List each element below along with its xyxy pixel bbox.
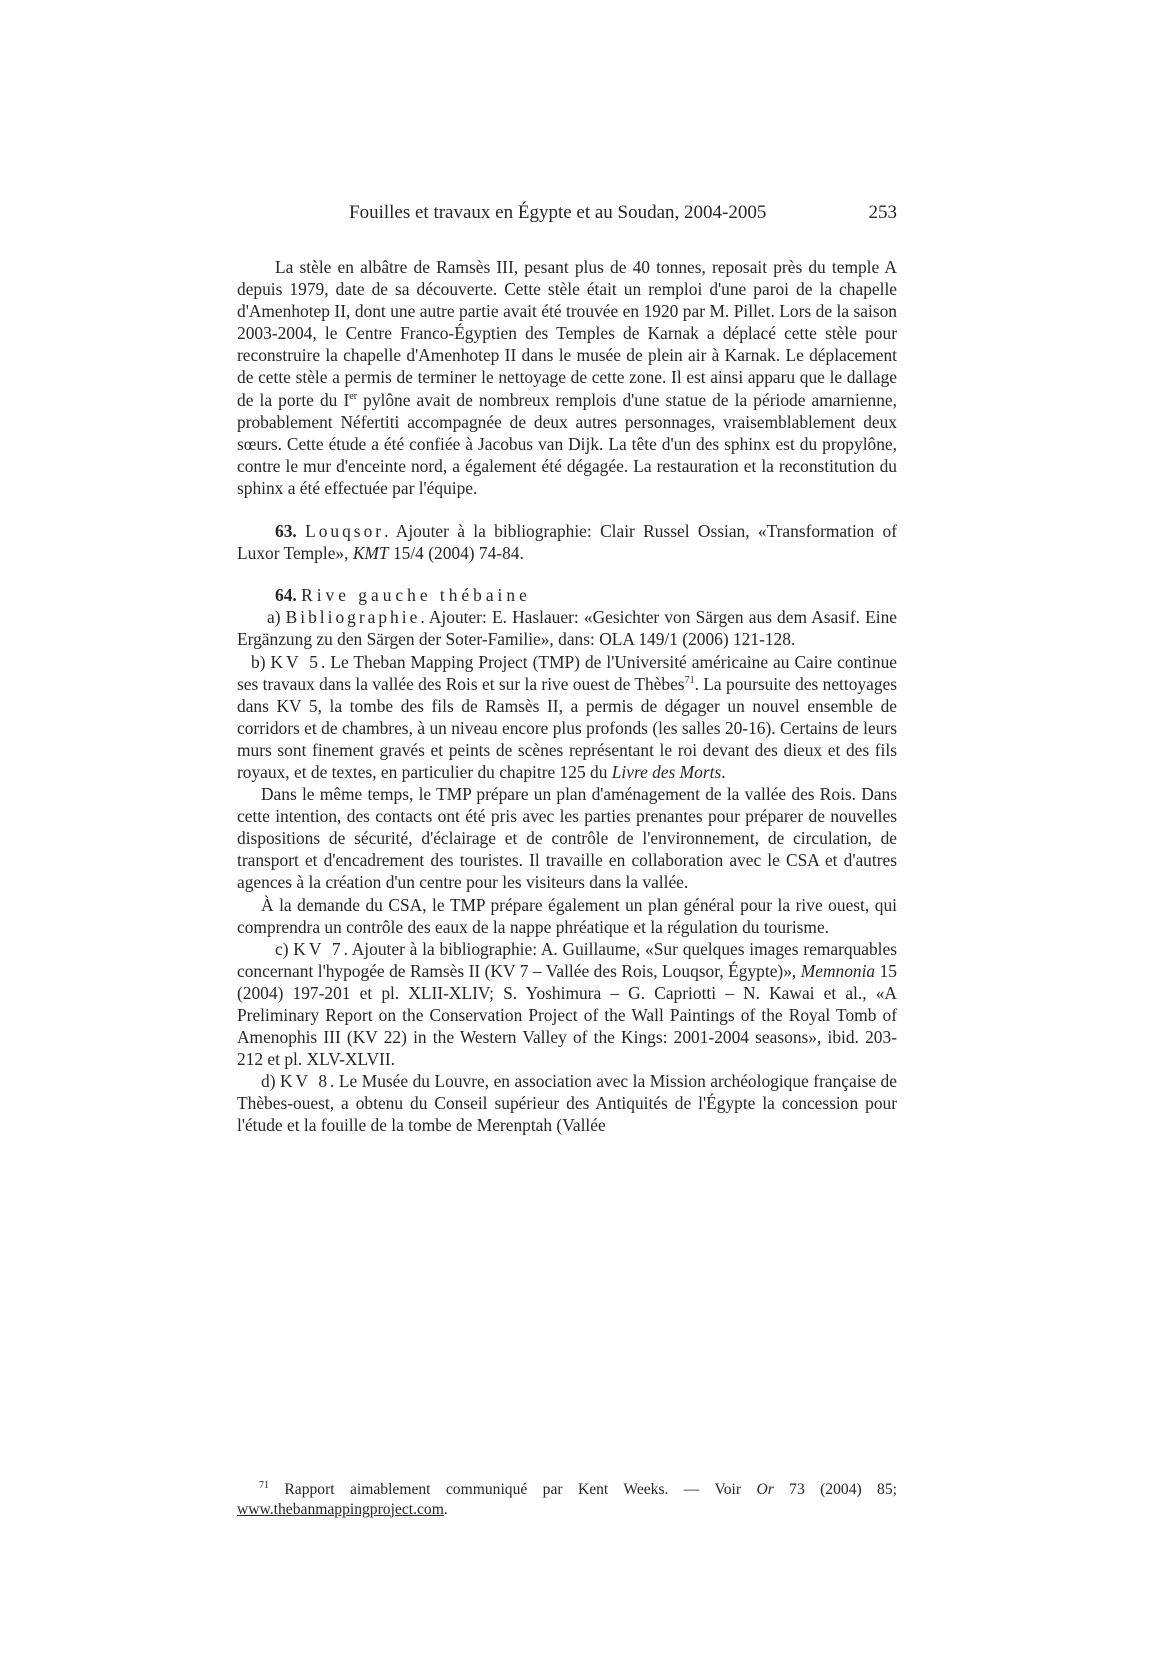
subsection-heading: KV 5 bbox=[270, 651, 322, 672]
footnote-body: 73 (2004) 85; bbox=[773, 1481, 897, 1498]
item-label: c) bbox=[275, 938, 294, 959]
subsection-d bbox=[237, 1070, 897, 1136]
subsection-a bbox=[237, 606, 897, 650]
punctuation: . bbox=[443, 1500, 448, 1518]
paragraph-text: 15 (2004) 197-201 et pl. XLII-XLIV; S. Yoshimura – G. Capriotti – N. Kawai et al., «A Preliminary Report on the Conservation Project of the Wall Paintings of the Royal Tomb of Amenophis III (KV 22) in the Western Valley of the Kings: 2001-2004 seasons», ibid. 203-212 et pl. XLV-XLVII. bbox=[237, 960, 897, 1070]
subsection-c bbox=[237, 938, 897, 1071]
footnote-71 bbox=[237, 1480, 897, 1519]
footnote-body: Rapport aimablement communiqué par Kent Weeks. — Voir bbox=[269, 1481, 757, 1498]
paragraph-text: . Ajouter: E. Haslauer: «Gesichter von Särgen aus dem Asasif. Eine Ergänzung zu den Särgen der Soter-Familie», dans: OLA 149/1 (2006) 121-128. bbox=[237, 607, 897, 650]
section-number: 63. bbox=[275, 521, 297, 542]
paragraph-text: La stèle en albâtre de Ramsès III, pesant plus de 40 tonnes, reposait près du temple A depuis 1979, date de sa découverte. Cette stèle était un remploi d'une paroi de la chapelle d'Amenhotep II, dont une autre partie avait été trouvée en 1920 par M. Pillet. Lors de la saison 2003-2004, le Centre Franco-Égyptien des Temples de Karnak a déplacé cette stèle pour reconstruire la chapelle d'Amenhotep II dans le musée de plein air à Karnak. Le déplacement de cette stèle a permis de terminer le nettoyage de cette zone. Il est ainsi apparu que le dallage de la porte du I bbox=[237, 257, 897, 410]
page-number: 253 bbox=[868, 202, 897, 223]
subsection-heading: KV 7 bbox=[293, 938, 344, 959]
subsection-b bbox=[237, 651, 897, 784]
section-64-heading bbox=[237, 584, 897, 606]
footnote-reference[interactable]: 71 bbox=[684, 674, 695, 686]
subsection-heading: Bibliographie bbox=[285, 607, 421, 628]
journal-title: Or bbox=[756, 1481, 774, 1498]
paragraph-text: . Ajouter à la bibliographie: Clair Russel Ossian, «Transformation of Luxor Temple», bbox=[237, 521, 897, 564]
item-label: a) bbox=[267, 607, 286, 628]
paragraph-text: pylône avait de nombreux remplois d'une statue de la période amarnienne, probablement Néfertiti accompagnée de deux autres personnages, vraisemblablement deux sœurs. Cette étude a été confiée à Jacobus van Dijk. La tête d'un des sphinx est du propylône, contre le mur d'enceinte nord, a également été dégagée. La restauration et la reconstitution du sphinx a été effectuée par l'équipe. bbox=[237, 389, 898, 498]
website-link[interactable]: www.thebanmappingproject.com bbox=[237, 1500, 444, 1518]
main-text bbox=[237, 256, 897, 1137]
paragraph-text: . Le Theban Mapping Project (TMP) de l'Université américaine au Caire continue ses travaux dans la vallée des Rois et sur la rive ouest de Thèbes bbox=[237, 651, 897, 694]
paragraph-text: . Le Musée du Louvre, en association avec la Mission archéologique française de Thèbes-ouest, a obtenu du Conseil supérieur des Antiquités de l'Égypte la concession pour l'étude et la fouille de la tombe de Merenptah (Vallée bbox=[237, 1071, 897, 1136]
footnote-text bbox=[237, 1480, 897, 1519]
paragraph-tmp-west: À la demande du CSA, le TMP prépare également un plan général pour la rive ouest, qui comprendra un contrôle des eaux de la nappe phréatique et la régulation du tourisme. bbox=[237, 894, 897, 937]
superscript: er bbox=[349, 390, 358, 402]
paragraph-text: . La poursuite des nettoyages dans KV 5, la tombe des fils de Ramsès II, a permis de dégager un nouvel ensemble de corridors et de chambres, à un niveau encore plus profonds (les salles 20-16). Certains de leurs murs sont finement gravés et peints de scènes représentant le roi devant des dieux et des fils royaux, et de textes, en particulier du chapitre 125 du bbox=[237, 673, 897, 782]
running-title: Fouilles et travaux en Égypte et au Soudan, 2004-2005 bbox=[349, 202, 767, 223]
section-number: 64. bbox=[275, 585, 297, 606]
paragraph-tmp-plan: Dans le même temps, le TMP prépare un plan d'aménagement de la vallée des Rois. Dans cette intention, des contacts ont été pris avec les parties prenantes pour préparer de nouvelles dispositions de sécurité, d'éclairage et de contrôle de l'environnement, de circulation, de transport et d'encadrement des touristes. Il travaille en collaboration avec le CSA et d'autres agences à la création d'un centre pour les visiteurs dans la vallée. bbox=[237, 784, 897, 893]
section-63 bbox=[237, 520, 897, 564]
paragraph-text: . Ajouter à la bibliographie: A. Guillaume, «Sur quelques images remarquables concernant l'hypogée de Ramsès II (KV 7 – Vallée des Rois, Louqsor, Égypte)», bbox=[237, 938, 897, 981]
journal-title: Memnonia bbox=[800, 960, 876, 981]
section-heading: Louqsor bbox=[305, 521, 385, 542]
paragraph-karnak bbox=[237, 256, 897, 499]
subsection-heading: KV 8 bbox=[280, 1071, 331, 1092]
item-label: d) bbox=[261, 1071, 280, 1092]
paragraph-text: 15/4 (2004) 74-84. bbox=[388, 543, 524, 564]
footnote-marker: 71 bbox=[259, 1479, 269, 1491]
book-title: Livre des Morts bbox=[611, 761, 722, 782]
punctuation: . bbox=[721, 761, 726, 782]
section-heading: Rive gauche thébaine bbox=[301, 585, 531, 606]
journal-title: KMT bbox=[352, 543, 389, 564]
item-label: b) bbox=[251, 651, 271, 672]
